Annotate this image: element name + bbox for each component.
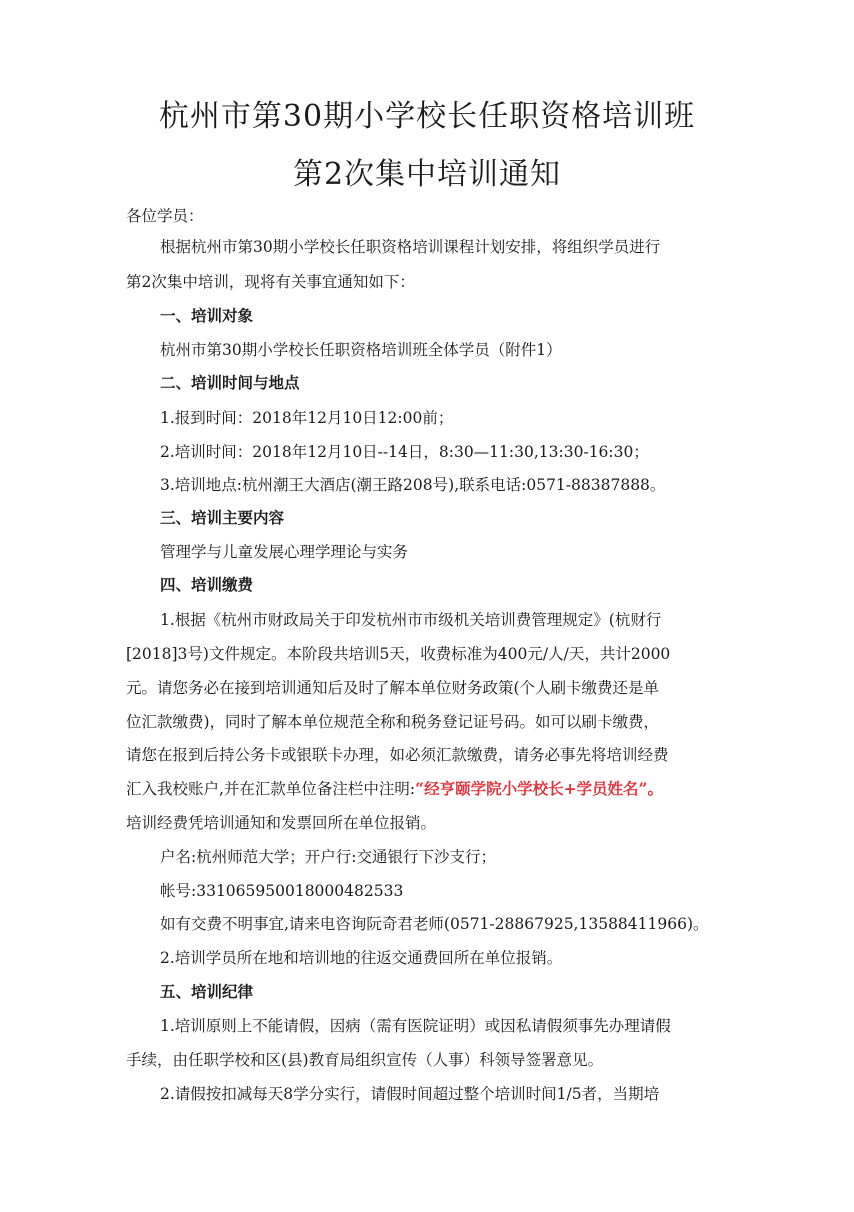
remittance-note-highlight: “经亨颐学院小学校长+学员姓名”。: [415, 779, 663, 798]
section4-heading: 四、培训缴费: [160, 575, 254, 594]
section4-p2: 2.培训学员所在地和培训地的往返交通费回所在单位报销。: [160, 949, 563, 967]
section5-heading: 五、培训纪律: [160, 982, 254, 1001]
greeting: 各位学员：: [126, 207, 204, 225]
section3-body: 管理学与儿童发展心理学理论与实务: [160, 543, 409, 561]
section3-heading: 三、培训主要内容: [160, 508, 285, 527]
doc-title-line1: 杭州市第30期小学校长任职资格培训班: [158, 99, 696, 134]
section2-heading: 二、培训时间与地点: [160, 373, 300, 392]
section4-p1-line3: 元。请您务必在接到培训通知后及时了解本单位财务政策(个人刷卡缴费还是单: [126, 679, 660, 697]
intro-line1: 根据杭州市第30期小学校长任职资格培训课程计划安排，将组织学员进行: [160, 238, 661, 256]
section5-p2-line1: 2.请假按扣减每天8学分实行，请假时间超过整个培训时间1/5者，当期培: [160, 1085, 660, 1103]
section2-item2: 2.培训时间：2018年12月10日--14日，8:30—11:30,13:30-16:30；: [160, 443, 649, 461]
section2-item1: 1.报到时间：2018年12月10日12:00前；: [160, 409, 454, 427]
section4-p1-line7: 培训经费凭培训通知和发票回所在单位报销。: [126, 814, 437, 832]
section1-body: 杭州市第30期小学校长任职资格培训班全体学员（附件1）: [160, 341, 562, 359]
section4-p1-line6: [126, 779, 663, 799]
section2-item3: 3.培训地点:杭州潮王大酒店(潮王路208号),联系电话:0571-88387888。: [160, 476, 666, 494]
account-name: 户名:杭州师范大学；开户行:交通银行下沙支行；: [160, 848, 496, 866]
section1-heading: 一、培训对象: [160, 306, 254, 325]
section4-p1-line6-text: 汇入我校账户,并在汇款单位备注栏中注明:: [126, 780, 416, 798]
section4-p1-line5: 请您在报到后持公务卡或银联卡办理，如必须汇款缴费，请务必事先将培训经费: [126, 746, 669, 764]
section4-p1-line1: 1.根据《杭州市财政局关于印发杭州市市级机关培训费管理规定》(杭财行: [160, 611, 662, 629]
doc-title-line2: 第2次集中培训通知: [292, 157, 562, 192]
section4-p1-line4: 位汇款缴费)，同时了解本单位规范全称和税务登记证号码。如可以刷卡缴费，: [126, 713, 660, 731]
account-number: 帐号:331065950018000482533: [160, 882, 404, 900]
section5-p1-line2: 手续，由任职学校和区(县)教育局组织宣传（人事）科领导签署意见。: [126, 1051, 604, 1069]
section4-p1-line2: [2018]3号)文件规定。本阶段共培训5天，收费标准为400元/人/天，共计2000: [126, 645, 671, 663]
section5-p1-line1: 1.培训原则上不能请假，因病（需有医院证明）或因私请假须事先办理请假: [160, 1017, 671, 1035]
intro-line2: 第2次集中培训，现将有关事宜通知如下：: [126, 273, 415, 291]
payment-contact: 如有交费不明事宜,请来电咨询阮奇君老师(0571-28867925,13588411966)。: [160, 915, 709, 933]
